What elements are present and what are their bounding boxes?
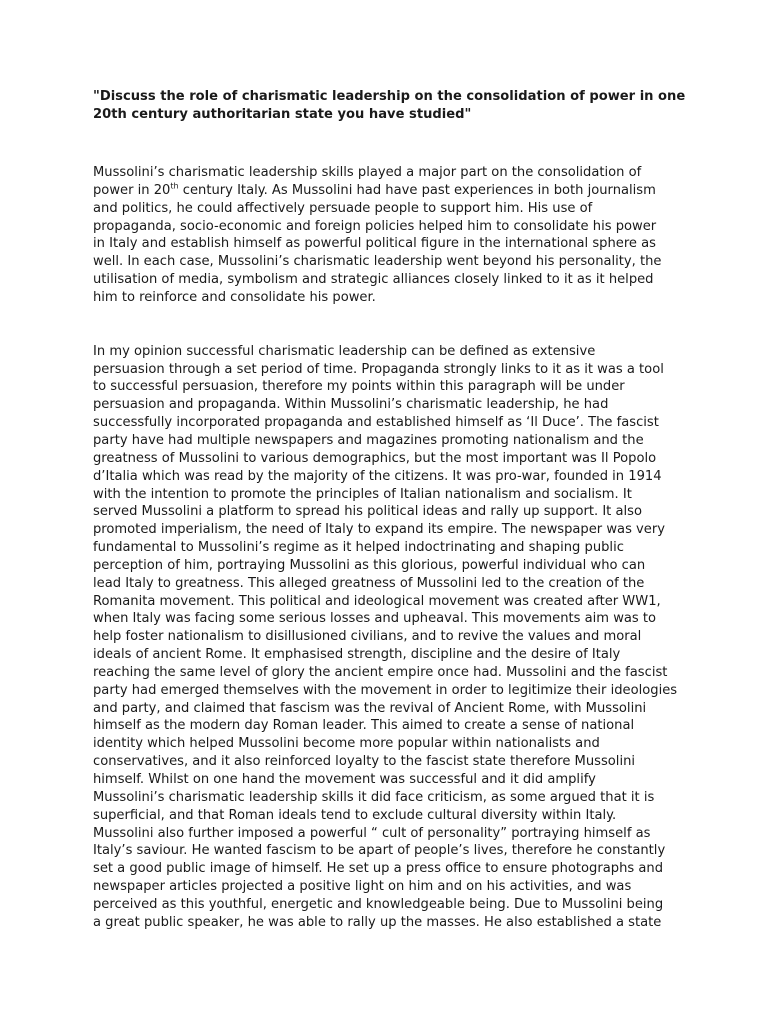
paragraph-line: and politics, he could affectively persuade people to support him. His use of — [93, 200, 593, 216]
paragraph-line: served Mussolini a platform to spread his political ideas and rally up support. It also — [93, 504, 642, 520]
paragraph-line: set a good public image of himself. He set up a press office to ensure photographs and — [93, 861, 663, 877]
paragraph-line: well. In each case, Mussolini’s charismatic leadership went beyond his personality, the — [93, 254, 662, 270]
paragraph-line: conservatives, and it also reinforced loyalty to the fascist state therefore Mussolini — [93, 754, 636, 770]
paragraph-line: himself as the modern day Roman leader. This aimed to create a sense of national — [93, 718, 635, 734]
body-paragraph — [93, 343, 678, 932]
paragraph-line: reaching the same level of glory the ancient empire once had. Mussolini and the fascist — [93, 664, 668, 680]
paragraph-line: Romanita movement. This political and ideological movement was created after WW1, — [93, 593, 661, 609]
title-line: 20th century authoritarian state you have studied" — [93, 107, 472, 122]
paragraph-line: Mussolini also further imposed a powerful “ cult of personality” portraying himself as — [93, 825, 651, 841]
paragraph-line: Mussolini’s charismatic leadership skills played a major part on the consolidation of — [93, 165, 642, 180]
paragraph-line: help foster nationalism to disillusioned civilians, and to revive the values and moral — [93, 629, 642, 645]
line-text: power in 20 — [93, 182, 171, 198]
paragraph-line: party have had multiple newspapers and magazines promoting nationalism and the — [93, 432, 644, 448]
paragraph-line: promoted imperialism, the need of Italy to expand its empire. The newspaper was very — [93, 522, 665, 538]
paragraph-line: fundamental to Mussolini’s regime as it helped indoctrinating and shaping public — [93, 540, 624, 556]
paragraph-line: ideals of ancient Rome. It emphasised strength, discipline and the desire of Italy — [93, 647, 621, 663]
intro-paragraph — [93, 164, 673, 307]
paragraph-line: when Italy was facing some serious losses and upheaval. This movements aim was to — [93, 611, 657, 627]
paragraph-line: newspaper articles projected a positive light on him and on his activities, and was — [93, 879, 632, 895]
essay-question-title — [93, 88, 686, 124]
title-line: "Discuss the role of charismatic leadership on the consolidation of power in one — [93, 89, 686, 104]
paragraph-line: perceived as this youthful, energetic and knowledgeable being. Due to Mussolini being — [93, 896, 664, 912]
paragraph-line: greatness of Mussolini to various demographics, but the most important was Il Popolo — [93, 450, 657, 466]
line-text: century Italy. As Mussolini had have past experiences in both journalism — [178, 182, 656, 198]
paragraph-line: persuasion and propaganda. Within Mussolini’s charismatic leadership, he had — [93, 397, 609, 413]
paragraph-line: identity which helped Mussolini become more popular within nationalists and — [93, 736, 600, 752]
paragraph-line: In my opinion successful charismatic leadership can be defined as extensive — [93, 343, 596, 359]
paragraph-line: a great public speaker, he was able to rally up the masses. He also established a state — [93, 914, 662, 930]
paragraph-line: Mussolini’s charismatic leadership skills it did face criticism, as some argued that it is — [93, 789, 655, 805]
paragraph-line: Italy’s saviour. He wanted fascism to be apart of people’s lives, therefore he constantly — [93, 843, 666, 859]
paragraph-line: persuasion through a set period of time. Propaganda strongly links to it as it was a tool — [93, 361, 664, 377]
paragraph-line: and party, and claimed that fascism was the revival of Ancient Rome, with Mussolini — [93, 700, 647, 716]
paragraph-line: himself. Whilst on one hand the movement was successful and it did amplify — [93, 772, 596, 787]
paragraph-line: lead Italy to greatness. This alleged greatness of Mussolini led to the creation of the — [93, 575, 645, 591]
paragraph-line: utilisation of media, symbolism and strategic alliances closely linked to it as it helped — [93, 272, 654, 288]
document-body — [93, 88, 686, 932]
ordinal-superscript: th — [170, 181, 179, 191]
paragraph-line: in Italy and establish himself as powerful political figure in the international sphere as — [93, 236, 656, 252]
paragraph-line: with the intention to promote the principles of Italian nationalism and socialism. It — [93, 486, 632, 502]
paragraph-line: d’Italia which was read by the majority of the citizens. It was pro-war, founded in 1914 — [93, 468, 662, 484]
paragraph-line: to successful persuasion, therefore my points within this paragraph will be under — [93, 379, 625, 395]
paragraph-line: perception of him, portraying Mussolini as this glorious, powerful individual who can — [93, 557, 646, 573]
paragraph-line: propaganda, socio-economic and foreign policies helped him to consolidate his power — [93, 218, 657, 234]
paragraph-line: party had emerged themselves with the movement in order to legitimize their ideologies — [93, 682, 678, 698]
paragraph-line — [93, 182, 673, 200]
paragraph-line: him to reinforce and consolidate his power. — [93, 289, 376, 305]
paragraph-line: superficial, and that Roman ideals tend to exclude cultural diversity within Italy. — [93, 807, 617, 823]
paragraph-line: successfully incorporated propaganda and established himself as ‘Il Duce’. The fascist — [93, 415, 659, 431]
